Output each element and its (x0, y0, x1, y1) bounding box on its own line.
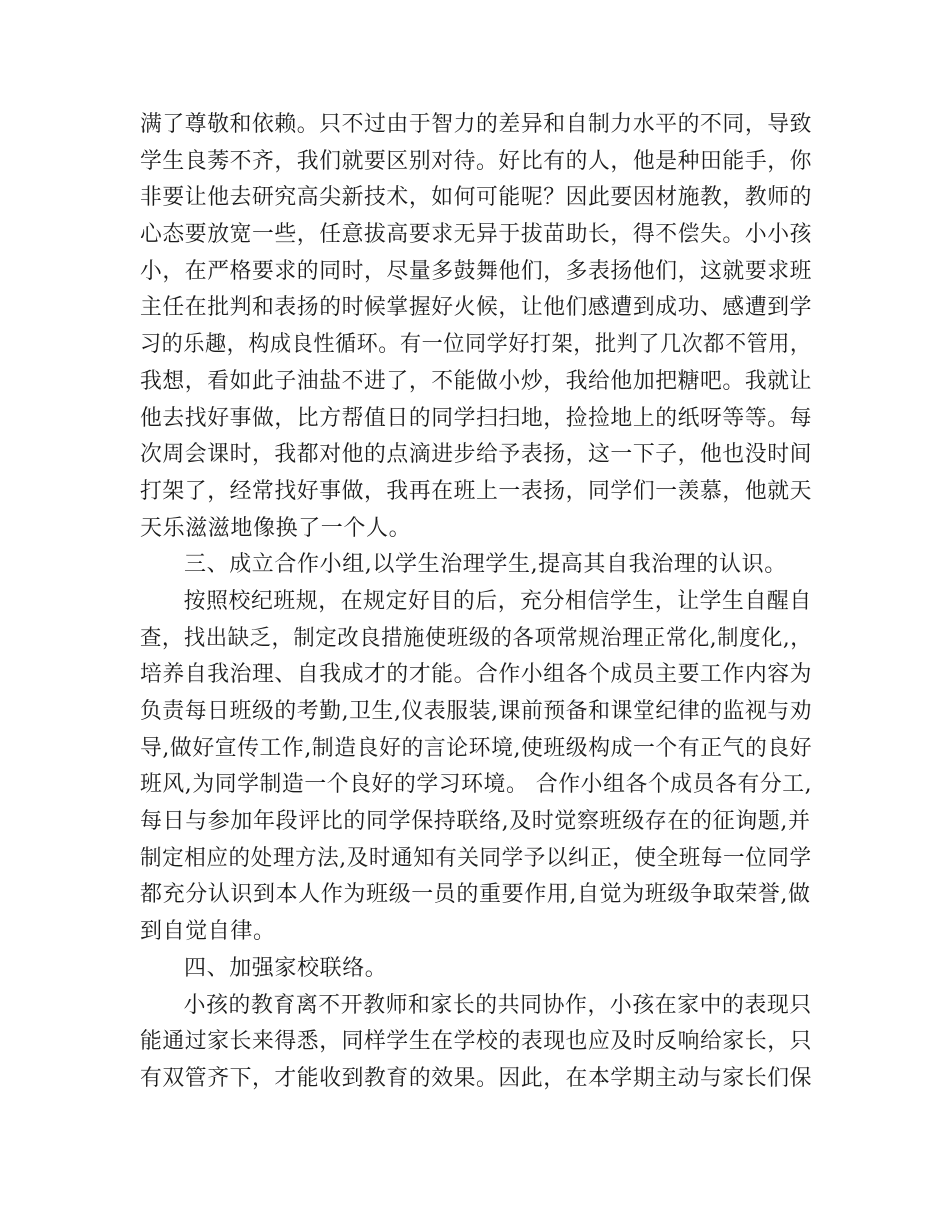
text-line: 按照校纪班规，在规定好目的后，充分相信学生，让学生自醒自 (183, 588, 812, 614)
text-line: 习的乐趣，构成良性循环。有一位同学好打架，批判了几次都不管用， (140, 332, 812, 358)
text-line: 小孩的教育离不开教师和家长的共同协作，小孩在家中的表现只 (183, 992, 812, 1018)
text-line: 学生良莠不齐，我们就要区别对待。好比有的人，他是种田能手，你 (140, 148, 813, 174)
text-line: 到自觉自律。 (140, 919, 276, 945)
text-line: 我想，看如此子油盐不进了，不能做小炒，我给他加把糖吧。我就让 (140, 368, 813, 394)
text-line: 次周会课时，我都对他的点滴进步给予表扬，这一下子，他也没时间 (140, 442, 813, 468)
text-line: 每日与参加年段评比的同学保持联络,及时觉察班级存在的征询题,并 (140, 809, 811, 835)
text-line: 都充分认识到本人作为班级一员的重要作用,自觉为班级争取荣誉,做 (140, 882, 811, 908)
text-line: 四、加强家校联络。 (184, 955, 388, 981)
text-line: 培养自我治理、自我成才的才能。合作小组各个成员主要工作内容为 (140, 662, 813, 688)
document-body (140, 107, 812, 1098)
text-line: 制定相应的处理方法,及时通知有关同学予以纠正，使全班每一位同学 (140, 845, 812, 871)
text-line: 班风,为同学制造一个良好的学习环境。 合作小组各个成员各有分工, (140, 772, 813, 798)
text-line: 天乐滋滋地像换了一个人。 (140, 515, 412, 541)
text-line: 三、成立合作小组,以学生治理学生,提高其自我治理的认识。 (184, 552, 787, 578)
text-line: 打架了，经常找好事做，我再在班上一表扬，同学们一羡慕，他就天 (140, 478, 813, 504)
text-line: 有双管齐下，才能收到教育的效果。因此，在本学期主动与家长们保 (140, 1065, 813, 1091)
text-line: 小，在严格要求的同时，尽量多鼓舞他们，多表扬他们，这就要求班 (140, 258, 813, 284)
text-line: 能通过家长来得悉，同样学生在学校的表现也应及时反响给家长，只 (140, 1029, 813, 1055)
text-line: 查，找出缺乏，制定改良措施使班级的各项常规治理正常化,制度化,， (140, 625, 813, 651)
text-line: 负责每日班级的考勤,卫生,仪表服装,课前预备和课堂纪律的监视与劝 (140, 699, 813, 724)
text-line: 他去找好事做，比方帮值日的同学扫扫地，捡捡地上的纸呀等等。每 (140, 405, 813, 431)
text-line: 满了尊敬和依赖。只不过由于智力的差异和自制力水平的不同，导致 (140, 112, 813, 137)
text-line: 主任在批判和表扬的时候掌握好火候，让他们感遭到成功、感遭到学 (140, 295, 813, 321)
text-line: 导,做好宣传工作,制造良好的言论环境,使班级构成一个有正气的良好 (140, 735, 813, 761)
text-line: 非要让他去研究高尖新技术，如何可能呢？因此要因材施教，教师的 (140, 185, 813, 211)
text-line: 心态要放宽一些，任意拔高要求无异于拔苗助长，得不偿失。小小孩 (140, 222, 813, 248)
